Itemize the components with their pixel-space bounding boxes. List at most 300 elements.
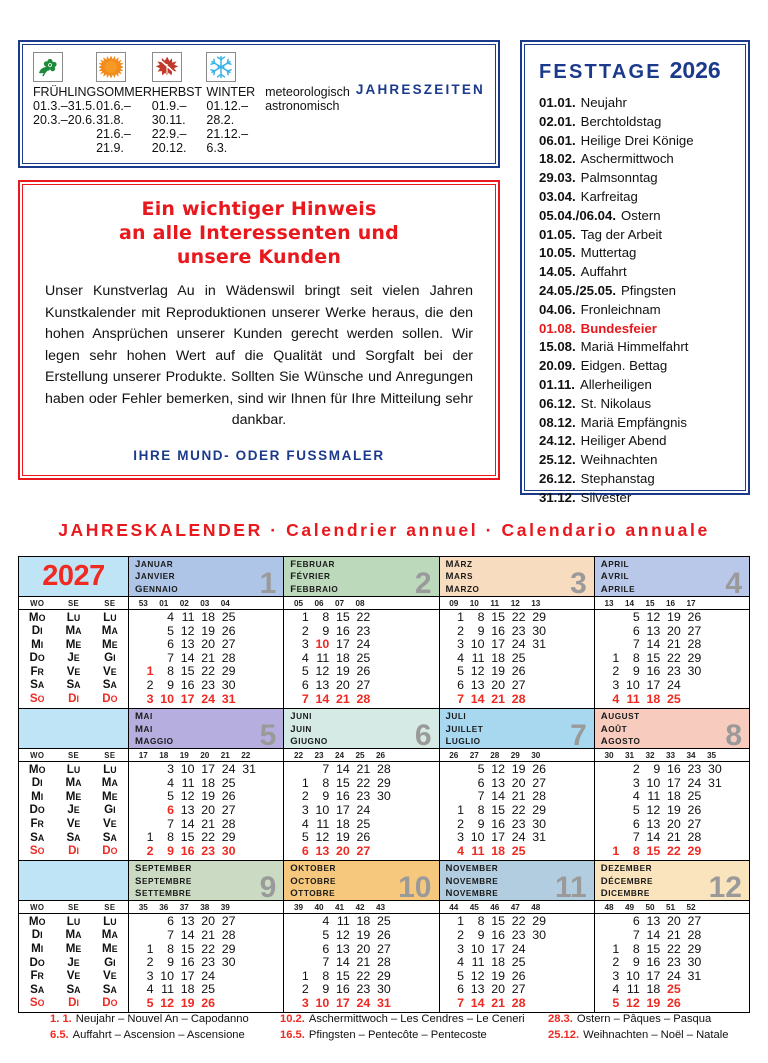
day-cell: 9 [632,955,640,970]
month-names [601,711,745,748]
day-cell: 17 [335,802,350,817]
day-cell: 5 [301,830,309,845]
day-cell: 31 [532,830,546,845]
month-days-row [444,693,590,707]
holiday-name: Bundesfeier [580,320,657,336]
day-cell: 2 [612,955,620,970]
holiday-item [539,113,735,132]
calendar-footer-legend [18,1012,750,1044]
month-days-row [599,638,745,652]
week-number: 21 [220,750,230,760]
seasons-title: JAHRESZEITEN [355,82,485,97]
month-days-row [444,763,590,777]
day-cell: 10 [470,830,485,845]
month-name: AGOSTO [600,735,641,747]
day-cell: 19 [335,830,350,845]
day-cell: 9 [477,816,485,831]
dayname-fr: DI [68,692,79,706]
day-cell: 6 [301,843,309,858]
day-cell: 21 [666,637,681,652]
day-cell: 13 [491,775,505,790]
week-number: 32 [645,750,655,760]
month-header [440,557,594,597]
month-column-7 [440,709,595,860]
month-days-row [599,818,745,832]
day-cell: 12 [160,995,174,1010]
month-number: 11 [555,871,587,902]
holiday-name: Aschermittwoch [580,151,674,167]
dayname-it: ME [102,942,118,955]
dayname-it: LU [103,914,117,928]
month-days-row [288,956,434,970]
day-cell: 30 [376,982,391,997]
day-cell: 7 [167,927,174,942]
dayname-row [19,818,128,832]
week-number: 43 [375,902,386,912]
day-cell: 11 [471,650,485,665]
week-number: 49 [624,902,635,912]
day-cell: 24 [687,775,702,790]
day-cell: 13 [180,637,195,652]
week-number: 51 [665,902,676,912]
month-name: MARZO [445,583,480,595]
day-cell: 18 [646,691,661,706]
holiday-date: 31.12. [539,489,576,505]
day-cell: 20 [335,843,350,858]
holiday-item [539,263,735,282]
week-number: 14 [624,598,635,608]
day-cell: 19 [511,762,526,777]
dayname-fr: VE [66,664,81,678]
week-number: 06 [314,598,324,608]
week-number: 26 [449,750,459,760]
week-number: 34 [686,750,696,760]
day-cell: 19 [646,995,661,1010]
day-cell: 8 [322,610,330,624]
holidays-title-year: 2026 [669,57,721,83]
year-calendar-grid [18,556,750,1013]
month-days-row [444,804,590,818]
month-column-8 [595,709,749,860]
footer-legend-text: Aschermittwoch – Les Cendres – Le Ceneri [308,1013,525,1025]
day-cell: 1 [301,775,309,790]
day-cell: 30 [221,843,236,858]
day-cell: 31 [532,637,546,652]
month-days-row [288,693,434,707]
day-cell: 25 [511,650,526,665]
weeknumber-header-label: SE [104,750,116,760]
calendar-band-2 [18,708,750,860]
season-name: HERBST [151,85,202,99]
dayname-de: MI [31,637,44,651]
day-cell: 22 [201,830,215,845]
week-number: 02 [179,598,189,608]
day-cell: 18 [180,982,195,997]
month-days-row [599,777,745,791]
holiday-name: Heilige Drei Könige [580,132,694,148]
holiday-date: 01.08. [539,320,576,336]
month-days-row [599,652,745,666]
day-cell: 17 [201,762,215,777]
day-cell: 16 [180,955,195,970]
holiday-date: 24.12. [539,433,576,449]
holiday-date: 03.04. [539,188,576,204]
dayname-it: MA [101,928,118,942]
season-name: SOMMER [96,85,152,99]
day-cell: 21 [511,789,526,804]
day-cell: 27 [532,775,546,790]
week-number: 05 [293,598,304,608]
day-cell: 23 [511,623,526,638]
day-cell: 9 [322,623,330,638]
week-number: 24 [334,750,345,760]
day-cell: 19 [201,789,215,804]
day-cell: 16 [491,623,505,638]
dayname-de: MO [28,762,46,776]
dayname-row [19,804,128,818]
dayname-fr: SA [66,678,81,692]
footer-row [18,1012,750,1026]
day-cell: 22 [356,610,371,624]
month-days-row [599,679,745,693]
dayname-it: LU [103,762,117,776]
footer-legend-item [548,1028,748,1042]
month-days-row [599,997,745,1011]
day-cell: 25 [666,982,681,997]
day-cell: 4 [632,789,640,804]
day-cell: 10 [470,941,485,956]
week-numbers-row [284,749,438,762]
week-numbers-row [595,749,749,762]
day-cell: 26 [356,830,371,845]
dayname-row [19,929,128,943]
day-cell: 23 [687,762,702,777]
day-cell: 26 [221,623,236,638]
day-cell: 30 [707,762,722,777]
month-days-row [288,915,434,929]
month-number: 1 [259,567,277,597]
day-cell: 19 [180,995,195,1010]
day-cell: 25 [356,816,371,831]
day-cell: 10 [315,995,330,1010]
month-names [135,559,279,596]
month-number: 5 [259,719,277,750]
month-days-row [133,956,279,970]
week-number: 35 [138,902,148,912]
day-cell: 2 [301,982,309,997]
month-days-row [599,831,745,845]
footer-legend-date: 6.5. [50,1029,69,1041]
season-name: WINTER [206,85,256,99]
holiday-name: Muttertag [580,245,637,261]
day-cell: 5 [457,968,464,983]
month-days-row [444,845,590,859]
day-cell: 3 [301,802,309,817]
day-cell: 27 [687,914,702,929]
month-name: MAI [135,711,153,723]
day-cell: 16 [646,664,661,679]
day-cell: 13 [646,623,661,638]
day-cell: 16 [180,843,195,858]
holiday-name: Heiliger Abend [580,433,667,449]
day-cell: 22 [511,610,526,624]
day-cell: 24 [201,968,215,983]
day-cell: 9 [167,955,174,970]
day-cell: 7 [322,762,330,777]
dayname-de: DO [29,803,45,817]
day-cell: 3 [632,775,640,790]
day-cell: 23 [201,955,215,970]
day-cell: 3 [457,941,464,956]
footer-legend-item [280,1028,548,1042]
footer-legend-text: Weihnachten – Noël – Natale [583,1029,729,1041]
month-days-row [599,943,745,957]
dayname-fr: SA [66,982,81,996]
month-days-row [133,652,279,666]
day-cell: 1 [301,968,309,983]
month-days-row [599,763,745,777]
day-cell: 26 [221,789,236,804]
day-cell: 18 [646,982,661,997]
daynames-header-blank [19,861,128,901]
footer-legend-text: Pfingsten – Pentecôte – Pentecoste [308,1029,487,1041]
month-days-row [133,665,279,679]
dayname-fr: LU [66,762,81,776]
day-cell: 24 [511,941,526,956]
month-days-grid [440,914,594,1012]
day-cell: 25 [511,955,526,970]
day-cell: 24 [356,995,371,1010]
day-cell: 14 [315,691,330,706]
day-cell: 22 [666,650,681,665]
holidays-title-label: FESTTAGE [539,61,662,83]
dayname-row [19,693,128,707]
month-header [284,557,438,597]
week-number: 52 [686,902,696,912]
seasons-legend-astro: astronomisch [265,99,340,113]
day-cell: 20 [666,914,681,929]
month-header [129,557,283,597]
dayname-it: ME [102,789,118,803]
day-cell: 25 [376,914,391,929]
sun-icon [96,52,126,82]
day-cell: 21 [356,955,371,970]
day-cell: 18 [201,610,215,624]
day-cell: 28 [356,691,371,706]
day-cell: 8 [477,610,485,624]
day-cell: 2 [457,816,464,831]
dayname-de: FR [30,969,44,983]
dayname-row [19,625,128,639]
calendar-title: JAHRESKALENDER · Calendrier annuel · Calendario annuale [58,520,710,540]
month-days-row [444,790,590,804]
dayname-it: DO [102,692,118,706]
dayname-row [19,983,128,997]
month-days-row [133,625,279,639]
month-days-grid [284,914,438,1012]
day-cell: 17 [646,677,661,692]
top-left-column [18,40,500,480]
week-number: 44 [449,902,459,912]
dayname-it: MA [101,776,118,790]
day-cell: 30 [532,927,546,942]
day-cell: 11 [647,789,661,804]
week-number: 13 [531,598,541,608]
month-name: NOVEMBRE [445,888,499,900]
day-cell: 18 [666,789,681,804]
day-cell: 3 [301,637,309,652]
month-days-row [444,625,590,639]
day-cell: 7 [167,816,174,831]
day-cell: 19 [491,968,505,983]
day-cell: 6 [322,941,330,956]
day-cell: 6 [167,637,174,652]
dayname-fr: ME [65,942,82,955]
holiday-item [539,320,735,339]
day-cell: 28 [221,650,236,665]
week-number: 28 [490,750,500,760]
week-number: 40 [314,902,324,912]
day-cell: 14 [335,762,350,777]
day-cell: 27 [376,941,391,956]
day-cell: 14 [180,816,195,831]
holiday-name: Karfreitag [580,188,638,204]
holiday-item [539,470,735,489]
month-column-12 [595,861,749,1012]
day-cell: 4 [457,843,464,858]
dayname-row [19,763,128,777]
holidays-title [539,57,735,84]
dayname-row [19,970,128,984]
dayname-de: FR [30,817,44,831]
holiday-item [539,376,735,395]
day-cell: 5 [167,623,174,638]
season-astro-dates: 22.9.–20.12. [151,127,187,155]
day-cell: 31 [376,995,391,1010]
holiday-date: 26.12. [539,470,576,486]
month-column-6 [284,709,439,860]
month-days-row [444,956,590,970]
month-days-row [288,763,434,777]
month-number: 12 [708,871,742,902]
day-cell: 23 [356,982,371,997]
dayname-row [19,611,128,625]
day-cell: 31 [707,775,722,790]
day-cell: 26 [687,610,702,624]
dayname-it: LU [103,610,117,624]
month-days-row [133,997,279,1011]
dayname-row [19,665,128,679]
month-number: 6 [414,719,432,750]
month-name: JUILLET [445,723,484,735]
month-names [290,559,434,596]
day-cell: 3 [146,968,154,983]
week-number: 33 [665,750,676,760]
week-numbers-row [440,749,594,762]
dayname-row [19,943,128,957]
day-cell: 8 [322,775,330,790]
day-cell: 21 [666,830,681,845]
month-header [129,861,283,901]
day-cell: 15 [646,941,661,956]
day-cell: 29 [221,664,236,679]
week-number: 30 [531,750,541,760]
month-name: JANUAR [135,559,174,570]
dayname-row [19,679,128,693]
day-cell: 25 [687,789,702,804]
notice-heading-line1: Ein wichtiger Hinweis [141,198,377,220]
day-cell: 26 [376,927,391,942]
day-cell: 27 [356,843,371,858]
day-cell: 24 [666,968,681,983]
month-column-1 [129,557,284,708]
month-header [595,709,749,749]
seasons-legend-meteo: meteorologisch [265,85,350,99]
dayname-de: MI [31,789,44,803]
dayname-row [19,915,128,929]
footer-legend-date: 16.5. [280,1029,305,1041]
month-name: DÉCEMBRE [600,875,654,887]
day-cell: 11 [471,843,485,858]
dayname-fr: JE [67,803,80,817]
holiday-name: Fronleichnam [580,301,661,317]
day-cell: 25 [221,775,236,790]
month-column-5 [129,709,284,860]
month-names [446,711,590,748]
day-cell: 12 [180,623,195,638]
holiday-item [539,414,735,433]
holiday-item [539,226,735,245]
day-cell: 18 [356,914,371,929]
month-days-row [133,693,279,707]
month-name: SETTEMBRE [135,888,192,900]
week-number: 18 [159,750,169,760]
week-number: 39 [220,902,230,912]
day-cell: 27 [687,816,702,831]
day-cell: 11 [316,650,330,665]
day-cell: 22 [356,775,371,790]
dayname-it: DO [102,996,118,1010]
holiday-name: Palmsonntag [580,170,658,186]
day-cell: 14 [646,637,661,652]
day-cell: 29 [532,610,546,624]
day-cell: 30 [687,664,702,679]
day-cell: 9 [322,789,330,804]
month-header [440,861,594,901]
month-days-row [133,611,279,625]
day-cell: 12 [646,802,661,817]
day-cell: 19 [491,664,505,679]
season-meteo-dates: 01.9.–30.11. [151,99,187,127]
daynames-column [19,861,129,1012]
week-number: 42 [355,902,365,912]
day-cell: 10 [315,637,330,652]
daynames-body [19,762,128,860]
day-cell: 21 [201,816,215,831]
dayname-fr: MA [65,776,82,790]
month-number: 9 [259,871,277,902]
day-cell: 10 [646,775,661,790]
day-cell: 17 [180,691,195,706]
footer-legend-date: 28.3. [548,1013,573,1025]
day-cell: 27 [511,677,526,692]
day-cell: 27 [687,623,702,638]
day-cell: 8 [167,830,174,845]
day-cell: 22 [511,802,526,817]
day-cell: 28 [376,955,391,970]
month-days-row [288,638,434,652]
week-number: 08 [355,598,365,608]
